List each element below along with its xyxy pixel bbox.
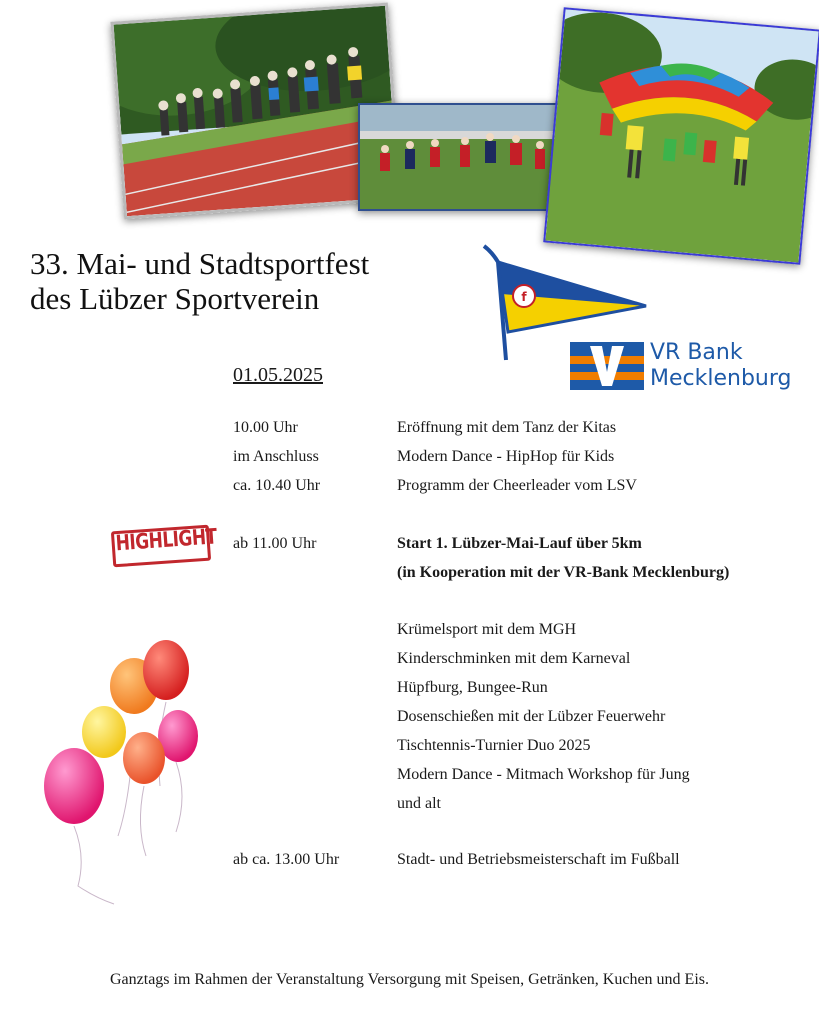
- schedule-event: Modern Dance - HipHop für Kids: [397, 448, 615, 465]
- schedule-event: Eröffnung mit dem Tanz der Kitas: [397, 419, 617, 436]
- page-title: [30, 246, 480, 316]
- vr-bank-name-line-1: VR Bank: [650, 340, 743, 365]
- title-line-1: 33. Mai- und Stadtsportfest: [30, 246, 370, 281]
- schedule-event-highlight: Start 1. Lübzer-Mai-Lauf über 5km: [397, 535, 642, 552]
- photo-football-kids: [358, 103, 566, 211]
- photo-parachute-game: [543, 7, 819, 265]
- schedule-time: ab 11.00 Uhr: [233, 535, 317, 552]
- activity-item: Dosenschießen mit der Lübzer Feuerwehr: [397, 708, 666, 725]
- balloons-illustration: [36, 636, 206, 908]
- activity-item: Kinderschminken mit dem Karneval: [397, 650, 631, 667]
- highlight-stamp: [111, 521, 218, 572]
- vr-bank-mark-icon: [570, 342, 644, 390]
- vr-bank-logo: [570, 340, 806, 398]
- schedule-time: ca. 10.40 Uhr: [233, 477, 321, 494]
- title-line-2: des Lübzer Sportverein: [30, 281, 320, 316]
- vr-bank-name-line-2: Mecklenburg: [650, 366, 792, 391]
- highlight-label: HIGHLIGHT: [114, 524, 218, 557]
- schedule-time: im Anschluss: [233, 448, 319, 465]
- schedule-event: Stadt- und Betriebsmeisterschaft im Fußball: [397, 851, 680, 868]
- schedule-time: ab ca. 13.00 Uhr: [233, 851, 340, 868]
- schedule-time: 10.00 Uhr: [233, 419, 298, 436]
- activity-item: und alt: [397, 795, 441, 812]
- schedule-event: Programm der Cheerleader vom LSV: [397, 477, 637, 494]
- svg-text:f: f: [521, 290, 527, 304]
- event-date: 01.05.2025: [233, 364, 323, 386]
- activity-item: Tischtennis-Turnier Duo 2025: [397, 737, 591, 754]
- schedule-event-highlight-note: (in Kooperation mit der VR-Bank Mecklenburg): [397, 564, 730, 581]
- activity-item: Modern Dance - Mitmach Workshop für Jung: [397, 766, 690, 783]
- activity-item: Hüpfburg, Bungee-Run: [397, 679, 548, 696]
- activity-item: Krümelsport mit dem MGH: [397, 621, 577, 638]
- footer-note: Ganztags im Rahmen der Veranstaltung Versorgung mit Speisen, Getränken, Kuchen und Eis.: [110, 971, 709, 988]
